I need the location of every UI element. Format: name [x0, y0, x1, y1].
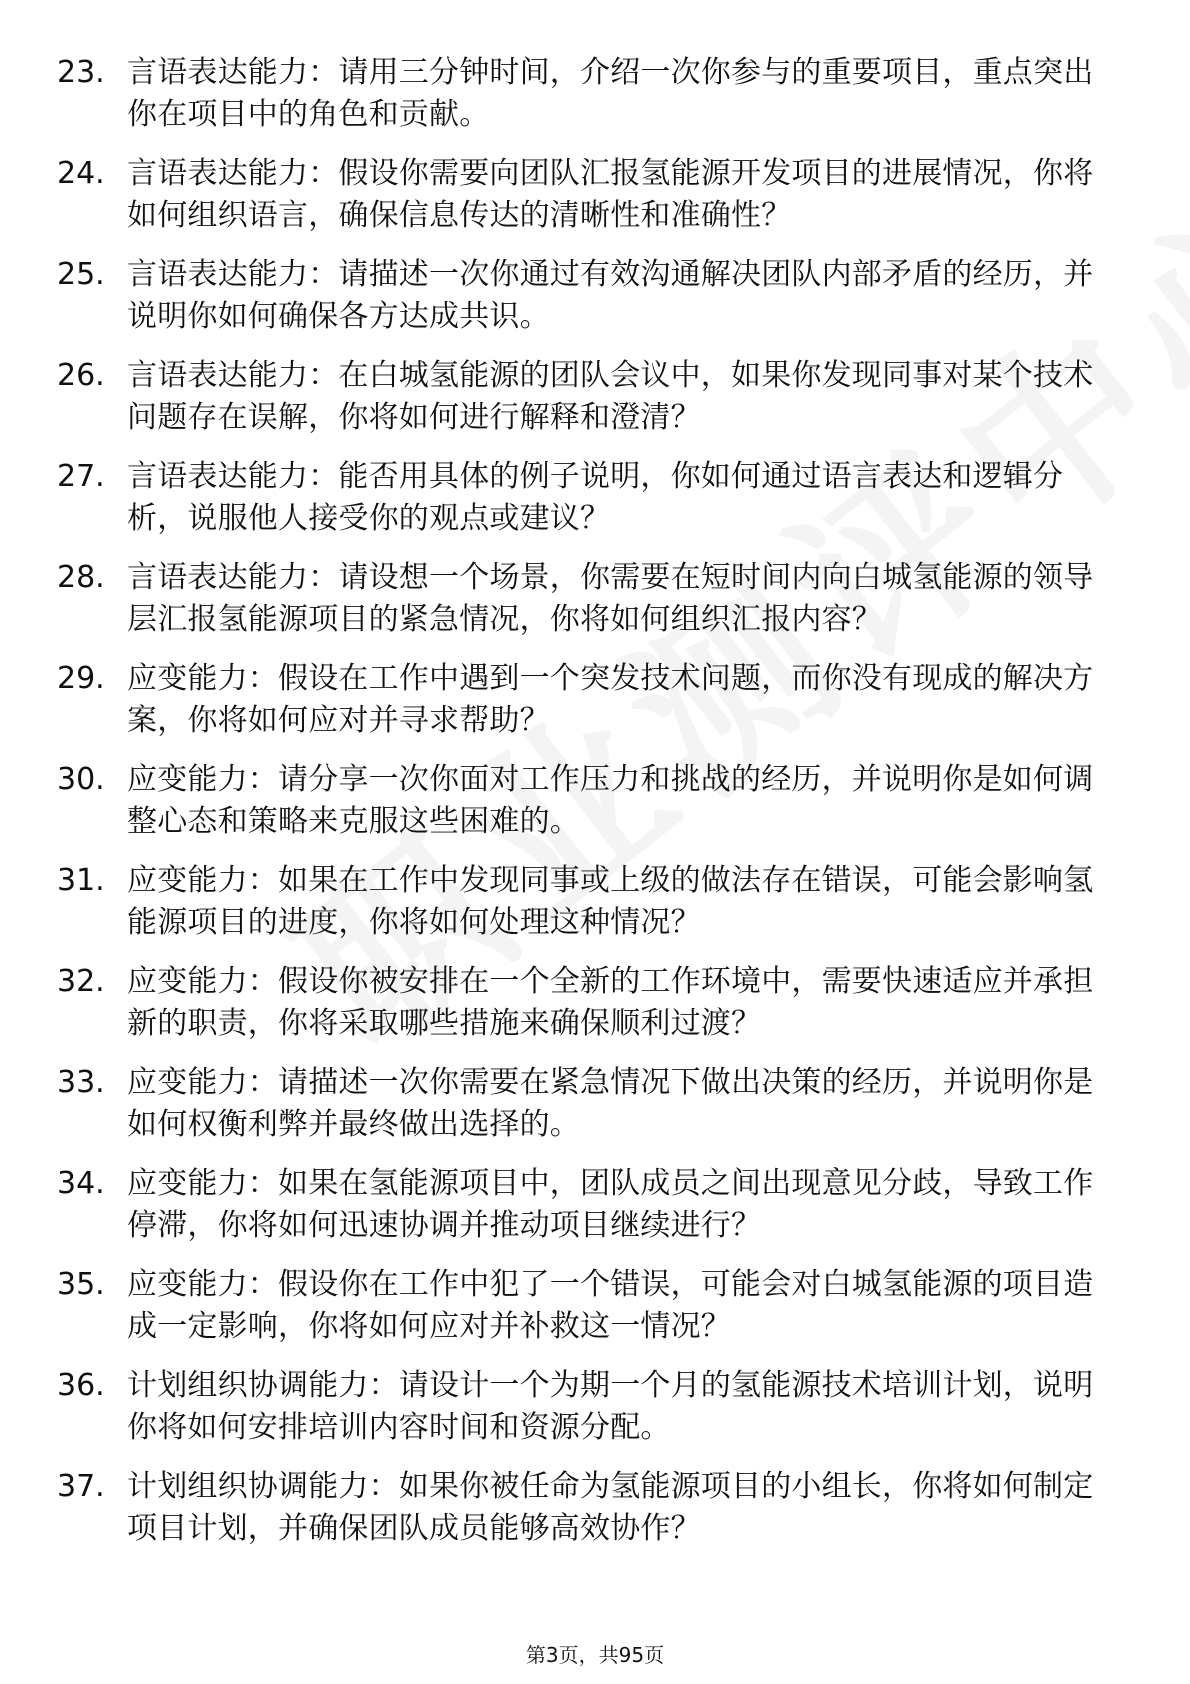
question-number: 31. [57, 863, 105, 898]
question-item [57, 52, 1117, 136]
question-text: 应变能力：假设在工作中遇到一个突发技术问题，而你没有现成的解决方案，你将如何应对并寻求帮助？ [127, 661, 1094, 738]
question-item [57, 759, 1117, 843]
question-item [57, 1062, 1117, 1146]
question-number: 29. [57, 661, 105, 696]
question-number: 34. [57, 1166, 105, 1201]
question-number: 24. [57, 156, 105, 191]
question-text: 应变能力：请描述一次你需要在紧急情况下做出决策的经历，并说明你是如何权衡利弊并最终做出选择的。 [127, 1065, 1094, 1142]
question-item [57, 961, 1117, 1045]
question-text: 应变能力：如果在氢能源项目中，团队成员之间出现意见分歧，导致工作停滞，你将如何迅速协调并推动项目继续进行？ [127, 1166, 1094, 1243]
question-item [57, 355, 1117, 439]
question-text: 言语表达能力：假设你需要向团队汇报氢能源开发项目的进展情况，你将如何组织语言，确保信息传达的清晰性和准确性？ [127, 156, 1094, 233]
question-item [57, 1365, 1117, 1449]
question-text: 言语表达能力：请设想一个场景，你需要在短时间内向白城氢能源的领导层汇报氢能源项目的紧急情况，你将如何组织汇报内容？ [127, 560, 1094, 637]
question-item [57, 153, 1117, 237]
question-text: 应变能力：假设你在工作中犯了一个错误，可能会对白城氢能源的项目造成一定影响，你将如何应对并补救这一情况？ [127, 1267, 1094, 1344]
question-text: 言语表达能力：能否用具体的例子说明，你如何通过语言表达和逻辑分析，说服他人接受你的观点或建议？ [127, 459, 1064, 536]
question-text: 应变能力：请分享一次你面对工作压力和挑战的经历，并说明你是如何调整心态和策略来克服这些困难的。 [127, 762, 1094, 839]
question-number: 30. [57, 762, 105, 797]
question-item [57, 254, 1117, 338]
question-number: 27. [57, 459, 105, 494]
question-item [57, 1163, 1117, 1247]
question-item [57, 1466, 1117, 1550]
page-number-footer: 第3页，共95页 [525, 1643, 665, 1667]
question-text: 言语表达能力：请描述一次你通过有效沟通解决团队内部矛盾的经历，并说明你如何确保各方达成共识。 [127, 257, 1094, 334]
question-number: 33. [57, 1065, 105, 1100]
question-item [57, 557, 1117, 641]
question-number: 35. [57, 1267, 105, 1302]
question-number: 36. [57, 1368, 105, 1403]
question-item [57, 1264, 1117, 1348]
question-number: 37. [57, 1469, 105, 1504]
question-number: 32. [57, 964, 105, 999]
question-text: 应变能力：假设你被安排在一个全新的工作环境中，需要快速适应并承担新的职责，你将采取哪些措施来确保顺利过渡？ [127, 964, 1094, 1041]
question-text: 计划组织协调能力：请设计一个为期一个月的氢能源技术培训计划，说明你将如何安排培训内容时间和资源分配。 [127, 1368, 1094, 1445]
question-item [57, 860, 1117, 944]
question-item [57, 456, 1117, 540]
question-text: 言语表达能力：在白城氢能源的团队会议中，如果你发现同事对某个技术问题存在误解，你将如何进行解释和澄清？ [127, 358, 1094, 435]
question-text: 应变能力：如果在工作中发现同事或上级的做法存在错误，可能会影响氢能源项目的进度，你将如何处理这种情况？ [127, 863, 1094, 940]
question-number: 28. [57, 560, 105, 595]
question-number: 26. [57, 358, 105, 393]
question-number: 25. [57, 257, 105, 292]
question-list [57, 52, 1117, 1567]
question-text: 言语表达能力：请用三分钟时间，介绍一次你参与的重要项目，重点突出你在项目中的角色和贡献。 [127, 55, 1094, 132]
question-number: 23. [57, 55, 105, 90]
question-text: 计划组织协调能力：如果你被任命为氢能源项目的小组长，你将如何制定项目计划，并确保团队成员能够高效协作？ [127, 1469, 1094, 1546]
question-item [57, 658, 1117, 742]
